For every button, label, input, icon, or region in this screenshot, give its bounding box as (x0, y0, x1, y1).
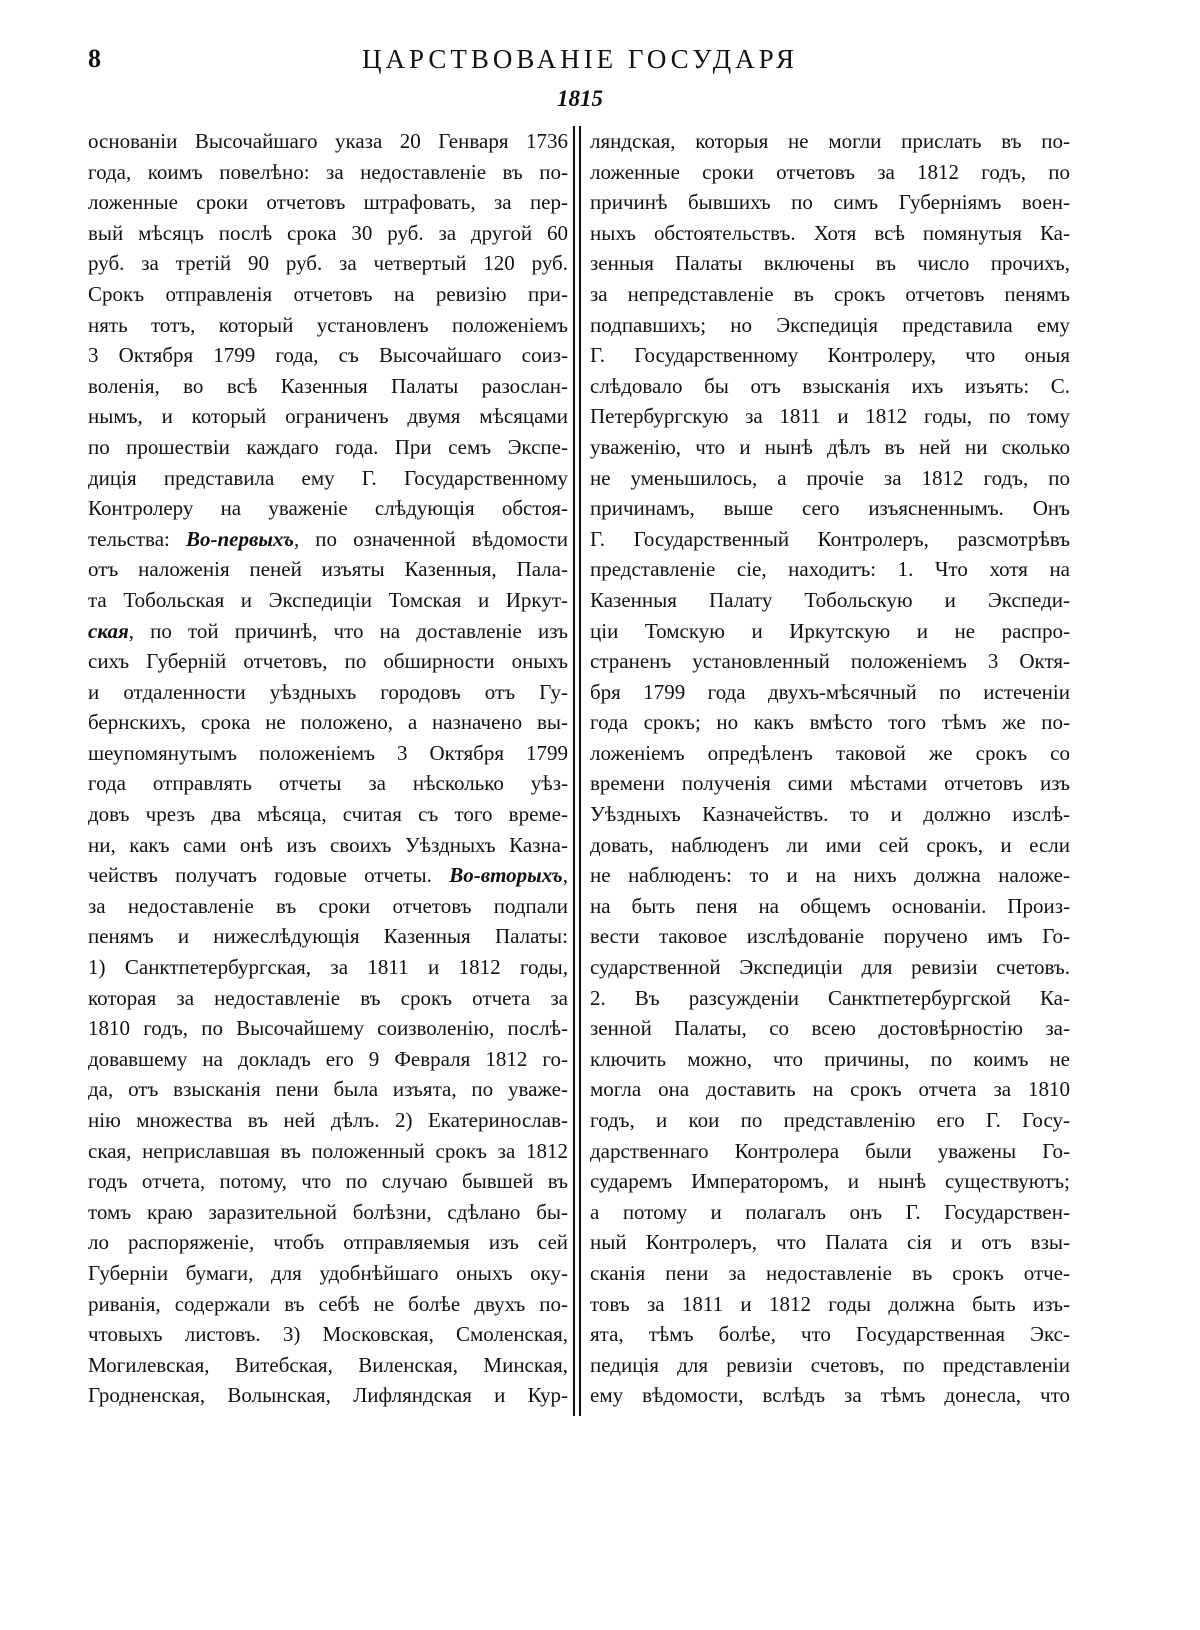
text-line: года отправлять отчеты за нѣсколько уѣз- (88, 771, 568, 796)
text-line: товъ за 1811 и 1812 годы должна быть изъ- (590, 1291, 1070, 1316)
text-line: ныхъ обстоятельствъ. Хотя всѣ помянутыя Ка- (590, 220, 1070, 245)
text-line: ляндская, которыя не могли прислать въ по- (590, 129, 1070, 153)
text-segment: тельства: (88, 526, 186, 551)
text-line: чтовыхъ листовъ. 3) Московская, Смоленская, (88, 1322, 568, 1347)
text-line: Г. Государственный Контролеръ, разсмотрѣвъ (590, 526, 1070, 551)
text-line: нымъ, и который ограниченъ двумя мѣсяцами (88, 404, 568, 429)
text-line: на быть пеня на общемъ основаніи. Произ- (590, 893, 1070, 918)
text-line: шеупомянутымъ положеніемъ 3 Октября 1799 (88, 740, 568, 765)
text-line: дарственнаго Контролера были уважены Го- (590, 1138, 1070, 1163)
text-line: пенямъ и нижеслѣдующія Казенныя Палаты: (88, 924, 568, 949)
text-line: зенной Палаты, со всею достовѣрностію за- (590, 1016, 1070, 1041)
text-line: основаніи Высочайшаго указа 20 Генваря 1736 (88, 129, 568, 153)
text-line: 2. Въ разсужденіи Санктпетербургской Ка- (590, 985, 1070, 1010)
text-line: Срокъ отправленія отчетовъ на ревизію при- (88, 281, 568, 306)
italic-emphasis: ская (88, 618, 129, 643)
text-line: слѣдовало бы отъ взысканія ихъ изъять: С. (590, 373, 1070, 398)
text-line: года срокъ; но какъ вмѣсто того тѣмъ же по- (590, 710, 1070, 735)
text-line: 1) Санктпетербургская, за 1811 и 1812 годы, (88, 955, 568, 980)
text-line: года, коимъ повелѣно: за недоставленіе въ по- (88, 159, 568, 184)
text-line: ціи Томскую и Иркутскую и не распро- (590, 618, 1070, 643)
running-title: ЦАРСТВОВАНІЕ ГОСУДАРЯ (362, 44, 798, 74)
text-line: 3 Октября 1799 года, съ Высочайшаго соиз- (88, 343, 568, 368)
left-column (88, 126, 568, 1411)
page-number: 8 (88, 44, 101, 73)
text-line: бря 1799 года двухъ-мѣсячный по истеченіи (590, 679, 1070, 704)
text-line: зенныя Палаты включены въ число прочихъ, (590, 251, 1070, 276)
text-line: ята, тѣмъ болѣе, что Государственная Экс- (590, 1322, 1070, 1347)
text-line: которая за недоставленіе въ срокъ отчета за (88, 985, 568, 1010)
text-line: довавшему на докладъ его 9 Февраля 1812 го- (88, 1046, 568, 1071)
text-line: отъ наложенія пеней изъяты Казенныя, Пала- (88, 557, 568, 582)
text-line: та Тобольская и Экспедиціи Томская и Иркут- (88, 587, 568, 612)
text-line (88, 524, 568, 555)
text-line: причинѣ бывшихъ по симъ Губерніямъ воен- (590, 190, 1070, 215)
text-line: педиція для ревизіи счетовъ, по представленіи (590, 1352, 1070, 1377)
text-line: не наблюденъ: то и на нихъ должна наложе- (590, 863, 1070, 888)
text-line (88, 616, 568, 647)
column-divider-rule (573, 126, 575, 1416)
text-line: ложеніемъ опредѣленъ таковой же срокъ со (590, 740, 1070, 765)
text-line: подпавшихъ; но Экспедиція представила ему (590, 312, 1070, 337)
text-line: за непредставленіе въ срокъ отчетовъ пенямъ (590, 281, 1070, 306)
text-line: за недоставленіе въ сроки отчетовъ подпали (88, 893, 568, 918)
text-line: Уѣздныхъ Казначействъ. то и должно изслѣ- (590, 802, 1070, 827)
text-line: ложенные сроки отчетовъ штрафовать, за пер- (88, 190, 568, 215)
text-line: могла она доставить на срокъ отчета за 1810 (590, 1077, 1070, 1102)
text-line: Гродненская, Волынская, Лифляндская и Кур- (88, 1383, 568, 1408)
text-line: представленіе сіе, находитъ: 1. Что хотя на (590, 557, 1070, 582)
text-line: Могилевская, Витебская, Виленская, Минская, (88, 1352, 568, 1377)
text-line: времени полученія сими мѣстами отчетовъ изъ (590, 771, 1070, 796)
text-line: довать, наблюденъ ли ими сей срокъ, и если (590, 832, 1070, 857)
text-line: а потому и полагалъ онъ Г. Государствен- (590, 1199, 1070, 1224)
text-line: страненъ установленный положеніемъ 3 Октя- (590, 649, 1070, 674)
text-line: нять тотъ, который установленъ положеніемъ (88, 312, 568, 337)
text-line: годъ отчета, потому, что по случаю бывшей въ (88, 1169, 568, 1194)
text-line: ло распоряженіе, чтобъ отправляемыя изъ сей (88, 1230, 568, 1255)
text-line: сударственной Экспедиціи для ревизіи счетовъ. (590, 955, 1070, 980)
text-line: вый мѣсяцъ послѣ срока 30 руб. за другой 60 (88, 220, 568, 245)
text-segment: чействъ получатъ годовые отчеты. (88, 863, 450, 888)
text-line: вести таковое изслѣдованіе поручено имъ Го- (590, 924, 1070, 949)
text-line: ложенные сроки отчетовъ за 1812 годъ, по (590, 159, 1070, 184)
text-line: риванія, содержали въ себѣ не болѣе двухъ по- (88, 1291, 568, 1316)
text-line: не уменьшилось, а прочіе за 1812 годъ, по (590, 465, 1070, 490)
text-line: сударемъ Императоромъ, и нынѣ существуютъ; (590, 1169, 1070, 1194)
text-line: и отдаленности уѣздныхъ городовъ отъ Гу- (88, 679, 568, 704)
italic-emphasis: Во-первыхъ (185, 526, 294, 551)
text-line: 1810 годъ, по Высочайшему соизволенію, послѣ- (88, 1016, 568, 1041)
text-line (88, 860, 568, 891)
text-segment: , (562, 863, 568, 888)
text-line: по прошествіи каждаго года. При семъ Экспе- (88, 434, 568, 459)
text-line: руб. за третій 90 руб. за четвертый 120 руб. (88, 251, 568, 276)
text-line: довъ чрезъ два мѣсяца, считая съ того време- (88, 802, 568, 827)
text-line: сихъ Губерній отчетовъ, по обширности оныхъ (88, 649, 568, 674)
text-line: Г. Государственному Контролеру, что оныя (590, 343, 1070, 368)
italic-emphasis: Во-вторыхъ (449, 863, 563, 888)
text-line: Петербургскую за 1811 и 1812 годы, по тому (590, 404, 1070, 429)
text-line: диція представила ему Г. Государственному (88, 465, 568, 490)
text-line: ный Контролеръ, что Палата сія и отъ взы- (590, 1230, 1070, 1255)
text-line: томъ краю заразительной болѣзни, сдѣлано бы- (88, 1199, 568, 1224)
column-divider-rule (579, 126, 581, 1416)
text-line: уваженію, что и нынѣ дѣлъ въ ней ни сколько (590, 434, 1070, 459)
text-line: бернскихъ, срока не положено, а назначено вы- (88, 710, 568, 735)
year-heading: 1815 (557, 86, 603, 111)
right-column (590, 126, 1070, 1411)
text-segment: , по той причинѣ, что на доставленіе изъ (128, 618, 568, 643)
text-line: сканія пени за недоставленіе въ срокъ отче- (590, 1260, 1070, 1285)
text-line: ему вѣдомости, вслѣдъ за тѣмъ донесла, что (590, 1383, 1070, 1408)
text-line: Контролеру на уваженіе слѣдующія обстоя- (88, 496, 568, 521)
text-line: воленія, во всѣ Казенныя Палаты разослан- (88, 373, 568, 398)
text-line: годъ, и кои по представленію его Г. Госу- (590, 1108, 1070, 1132)
text-line: Губерніи бумаги, для удобнѣйшаго оныхъ оку- (88, 1260, 568, 1285)
text-line: Казенныя Палату Тобольскую и Экспеди- (590, 587, 1070, 612)
text-line: ни, какъ сами онѣ изъ своихъ Уѣздныхъ Казна- (88, 832, 568, 857)
text-line: причинамъ, выше сего изъясненнымъ. Онъ (590, 496, 1070, 521)
text-line: ская, неприславшая въ положенный срокъ за 1812 (88, 1138, 568, 1163)
text-line: нію множества въ ней дѣлъ. 2) Екатеринослав- (88, 1108, 568, 1132)
text-line: да, отъ взысканія пени была изъята, по уваже- (88, 1077, 568, 1102)
text-line: ключить можно, что причины, по коимъ не (590, 1046, 1070, 1071)
text-segment: , по означенной вѣдомости (293, 526, 568, 551)
